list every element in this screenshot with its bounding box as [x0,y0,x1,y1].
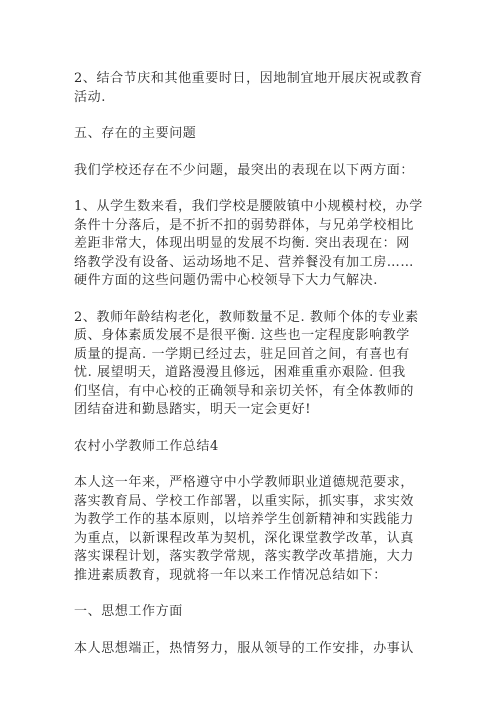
paragraph-problem-2: 2、教师年龄结构老化，教师数量不足. 教师个体的专业素 质、身体素质发展不是很平衡. 这些也一定程度影响教学 质量的提高. 一学期已经过去，驻足回首之间，有喜也有 忧. 展望明天，道路漫漫且修远，困难重重亦艰险. 但我 们坚信，有中心校的正确领导和亲切关怀，有全体教师的 团结奋进和勤恳踏实，明天一定会更好! [74,309,419,417]
section-heading-problems: 五、存在的主要问题 [74,126,197,141]
paragraph-problem-1: 1、从学生数来看，我们学校是腰陂镇中小规模村校，办学 条件十分落后，是不折不扣的弱势群体，与兄弟学校相比 差距非常大，体现出明显的发展不均衡. 突出表现在：网 络教学没有设备、运动场地不足、营养餐没有加工房…… 硬件方面的这些问题仍需中心校领导下大力气解决. [74,199,423,288]
paragraph-gap [74,107,426,125]
paragraph-problems-intro: 我们学校还存在不少问题，最突出的表现在以下两方面： [74,162,415,178]
paragraph-gap [74,420,426,438]
paragraph-gap [74,622,426,640]
paragraph-gap [74,144,426,162]
paragraph-summary-intro: 本人这一年来，严格遵守中小学教师职业道德规范要求， 落实教育局、学校工作部署，以重实际，抓实事，求实效 为教学工作的基本原则，以培养学生创新精神和实践能力 为重点，以新课程改革为契机，深化课堂教学改革，认真 落实课程计划，落实教学常规，落实教学改革措施，大力 推进素质教育，现就将一年以来工作情况总结如下： [74,475,415,583]
paragraph-gap [74,180,426,198]
document-title-summary-4: 农村小学教师工作总结4 [74,438,219,454]
paragraph-gap [74,585,426,603]
document-page [74,70,426,700]
paragraph-gap [74,291,426,309]
paragraph-ideology: 本人思想端正，热情努力，服从领导的工作安排，办事认 [74,640,415,656]
paragraph-gap [74,456,426,474]
paragraph-festival-activities: 2、结合节庆和其他重要时日，因地制宜地开展庆祝或教育 活动. [74,71,423,105]
section-heading-ideology: 一、思想工作方面 [74,604,183,619]
